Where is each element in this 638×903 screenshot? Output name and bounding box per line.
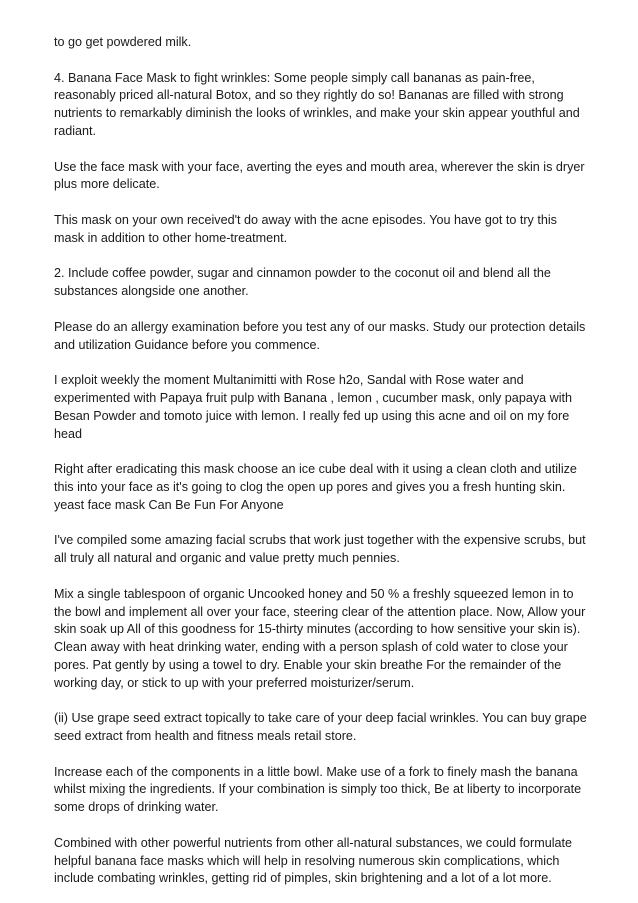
section-heading: yeast face mask Can Be Fun For Anyone [54,497,284,512]
paragraph-4: This mask on your own received't do away with the acne episodes. You have got to try this mask in addition to other home-treatment. [54,212,557,245]
paragraph-13: Combined with other powerful nutrients from other all-natural substances, we could formulate helpful banana face masks which will help in resolving numerous skin complications, which include combating wrinkles, getting rid of pimples, skin brightening and a lot of a lot more. [54,835,572,886]
paragraph-12: Increase each of the components in a little bowl. Make use of a fork to finely mash the banana whilst mixing the ingredients. If your combination is simply too thick, Be at liberty to incorporate some drops of drinking water. [54,764,582,815]
paragraph-9: I've compiled some amazing facial scrubs that work just together with the expensive scrubs, but all truly all natural and organic and value pretty much pennies. [54,533,586,566]
paragraph-6: Please do an allergy examination before you test any of our masks. Study our protection details and utilization Guidance before you commence. [54,319,586,352]
paragraph-11: (ii) Use grape seed extract topically to take care of your deep facial wrinkles. You can buy grape seed extract from health and fitness meals retail store. [54,711,587,744]
paragraph-7: I exploit weekly the moment Multanimitti with Rose h2o, Sandal with Rose water and experimented with Papaya fruit pulp with Banana , lemon , cucumber mask, only papaya with Besan Powder and tomoto juice with lemon. I really fed up using this acne and oil on my fore head [54,373,573,441]
paragraph-2: 4. Banana Face Mask to fight wrinkles: Some people simply call bananas as pain-free, reasonably priced all-natural Botox, and so they rightly do so! Bananas are filled with strong nutrients to remarkably diminish the looks of wrinkles, and make your skin appear youthful and radiant. [54,70,580,138]
paragraph-5: 2. Include coffee powder, sugar and cinnamon powder to the coconut oil and blend all the substances alongside one another. [54,266,551,299]
paragraph-3: Use the face mask with your face, averting the eyes and mouth area, wherever the skin is dryer plus more delicate. [54,159,585,192]
paragraph-8: Right after eradicating this mask choose an ice cube deal with it using a clean cloth and utilize this into your face as it's going to clog the open up pores and gives you a fresh hunting skin. [54,462,577,494]
document-page [54,34,589,888]
paragraph-1: to go get powdered milk. [54,35,192,49]
paragraph-10: Mix a single tablespoon of organic Uncooked honey and 50 % a freshly squeezed lemon in to the bowl and implement all over your face, steering clear of the attention place. Now, Allow your skin soak up All of this goodness for 15-thirty minutes (according to how sensitive your skin is). Clean away with heat drinking water, ending with a person splash of cold water to close your pores. Pat gently by using a towel to dry. Enable your skin breathe For the remainder of the working day, or stick to up with your preferred moisturizer/serum. [54,586,586,690]
